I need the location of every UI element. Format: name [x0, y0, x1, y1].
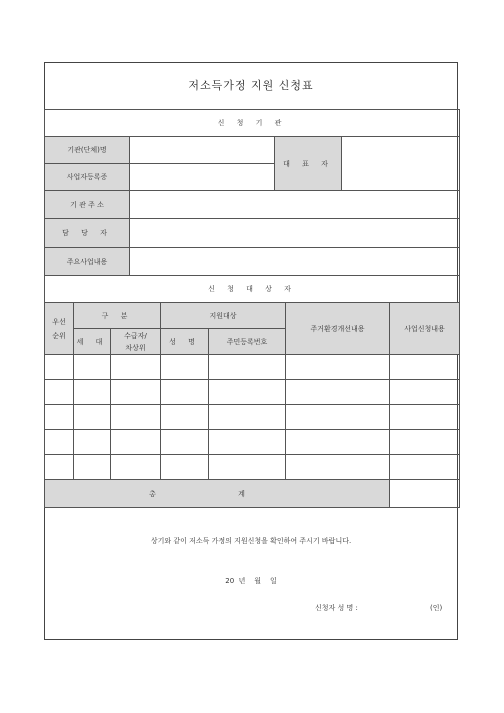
cell[interactable] [161, 380, 209, 405]
agency-section-header: 신 청 기 관 [45, 110, 460, 137]
cell[interactable] [161, 355, 209, 380]
org-name-field[interactable] [130, 137, 275, 164]
cell[interactable] [74, 380, 111, 405]
cell[interactable] [161, 455, 209, 480]
cell[interactable] [111, 455, 161, 480]
cell[interactable] [209, 355, 286, 380]
representative-field[interactable] [342, 137, 460, 191]
cell[interactable] [286, 380, 390, 405]
contact-person-label: 담 당 자 [45, 219, 130, 248]
cell[interactable] [390, 405, 460, 430]
cell[interactable] [45, 455, 74, 480]
total-label: 총 계 [45, 480, 390, 508]
cell[interactable] [111, 380, 161, 405]
representative-label: 대 표 자 [275, 137, 342, 191]
table-row [45, 405, 460, 430]
cell[interactable] [390, 355, 460, 380]
cell[interactable] [45, 355, 74, 380]
household-header: 세 대 [74, 329, 111, 355]
date-line: 20 년 월 일 [225, 577, 277, 585]
table-row [45, 380, 460, 405]
cell[interactable] [45, 380, 74, 405]
cell[interactable] [111, 355, 161, 380]
cell[interactable] [74, 405, 111, 430]
target-table [44, 275, 460, 508]
cell[interactable] [45, 430, 74, 455]
form-title: 저소득가정 지원 신청표 [188, 79, 314, 92]
recipient-header: 수급자/ 차상위 [111, 329, 161, 355]
cell[interactable] [390, 380, 460, 405]
resident-no-header: 주민등록번호 [209, 329, 286, 355]
applicant-label: 신청자 성 명 : [315, 604, 358, 612]
name-header: 성 명 [161, 329, 209, 355]
cell[interactable] [111, 430, 161, 455]
target-section-header: 신 청 대 상 자 [45, 276, 460, 303]
cell[interactable] [286, 430, 390, 455]
cell[interactable] [74, 455, 111, 480]
category-header: 구 분 [74, 303, 161, 329]
confirm-text: 상기와 같이 저소득 가정의 지원신청을 확인하여 주시기 바랍니다. [150, 537, 352, 545]
table-row [45, 455, 460, 480]
contact-person-field[interactable] [130, 219, 460, 248]
housing-plan-header: 주거환경개선내용 [286, 303, 390, 355]
cell[interactable] [209, 455, 286, 480]
cell[interactable] [286, 455, 390, 480]
cell[interactable] [286, 355, 390, 380]
cell[interactable] [209, 405, 286, 430]
cell[interactable] [286, 405, 390, 430]
biz-reg-label: 사업자등록증 [45, 164, 130, 191]
cell[interactable] [74, 355, 111, 380]
cell[interactable] [390, 455, 460, 480]
address-label: 기 관 주 소 [45, 191, 130, 219]
cell[interactable] [45, 405, 74, 430]
main-business-label: 주요사업내용 [45, 248, 130, 276]
org-name-label: 기관(단체)명 [45, 137, 130, 164]
table-row [45, 430, 460, 455]
biz-reg-field[interactable] [130, 164, 275, 191]
agency-table [44, 109, 460, 276]
table-row [45, 355, 460, 380]
application-form [44, 62, 458, 640]
cell[interactable] [209, 430, 286, 455]
priority-header: 우선 순위 [45, 303, 74, 355]
cell[interactable] [74, 430, 111, 455]
business-plan-header: 사업신청내용 [390, 303, 460, 355]
cell[interactable] [209, 380, 286, 405]
total-field[interactable] [390, 480, 460, 508]
cell[interactable] [161, 430, 209, 455]
support-target-header: 지원대상 [161, 303, 286, 329]
cell[interactable] [111, 405, 161, 430]
address-field[interactable] [130, 191, 460, 219]
main-business-field[interactable] [130, 248, 460, 276]
cell[interactable] [390, 430, 460, 455]
seal-label: (인) [430, 604, 443, 612]
cell[interactable] [161, 405, 209, 430]
